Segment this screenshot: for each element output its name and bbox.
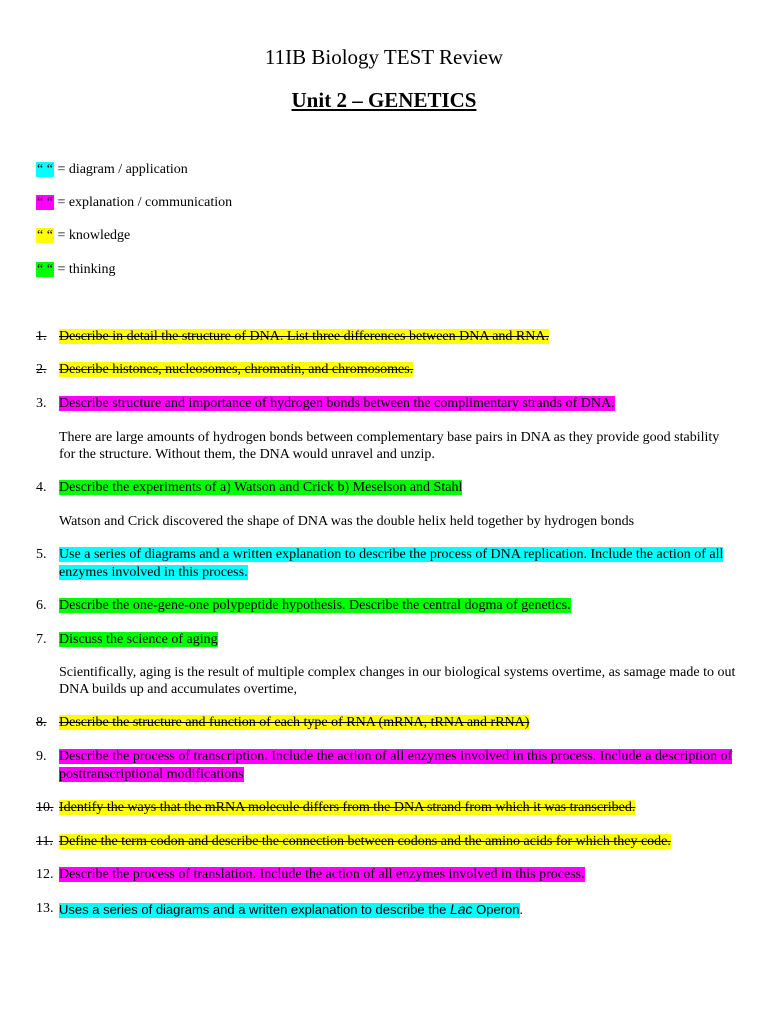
question-text: Describe in detail the structure of DNA. List three differences between DNA and RNA.: [59, 329, 549, 344]
question-text-italic: Lac: [449, 901, 473, 917]
question-text: Describe the structure and function of each type of RNA (mRNA, tRNA and rRNA): [59, 715, 530, 730]
question-number: 6.: [36, 598, 47, 613]
legend-swatch-explanation: “ “: [37, 195, 53, 210]
subtitle-text: Unit 2 – GENETICS: [291, 88, 477, 112]
question-number: 3.: [36, 396, 47, 411]
question-text-before: Uses a series of diagrams and a written explanation to describe the: [59, 902, 450, 917]
question-number: 4.: [36, 480, 47, 495]
question-3: [36, 395, 736, 413]
question-number: 8.: [36, 715, 47, 730]
question-number: 1.: [36, 329, 47, 344]
legend-desc: = diagram / application: [53, 162, 188, 177]
legend-swatch-thinking: “ “: [37, 262, 53, 277]
question-text: Describe the experiments of a) Watson and Crick b) Meselson and Stahl: [59, 480, 463, 495]
question-text: Define the term codon and describe the connection between codons and the amino acids for which they code.: [59, 834, 671, 849]
question-text: Describe histones, nucleosomes, chromatin, and chromosomes.: [59, 362, 414, 377]
question-text-after: Operon: [472, 902, 520, 917]
question-11: [36, 833, 736, 851]
answer-7: Scientifically, aging is the result of multiple complex changes in our biological systems overtime, as samage made to out DNA builds up and accumulates overtime,: [59, 665, 736, 697]
question-number: 7.: [36, 632, 47, 647]
question-text: Describe the process of transcription. Include the action of all enzymes involved in this process. Include a description of posttranscriptional modifications: [59, 749, 733, 782]
question-text: Identify the ways that the mRNA molecule differs from the DNA strand from which it was transcribed.: [59, 800, 636, 815]
legend-desc: = thinking: [53, 262, 116, 277]
answer-4: Watson and Crick discovered the shape of DNA was the double helix held together by hydrogen bonds: [59, 514, 635, 529]
question-12: [36, 866, 736, 884]
answer-3: There are large amounts of hydrogen bonds between complementary base pairs in DNA as they provide good stability for the structure. Without them, the DNA would unravel and unzip.: [59, 430, 720, 462]
question-number: 2.: [36, 362, 47, 377]
question-1: [36, 328, 736, 346]
legend-swatch-knowledge: “ “: [37, 228, 53, 243]
question-number: 12.: [36, 867, 54, 882]
legend-desc: = knowledge: [53, 228, 131, 243]
question-text: Describe the one-gene-one polypeptide hypothesis. Describe the central dogma of genetics.: [59, 598, 571, 613]
question-number: 5.: [36, 547, 47, 562]
question-4: [36, 479, 736, 497]
question-number: 11.: [36, 834, 53, 849]
question-7: [36, 631, 736, 649]
question-number: 9.: [36, 749, 47, 764]
question-13: 13. Uses a series of diagrams and a written explanation to describe the Lac Operon.: [36, 901, 523, 918]
question-number: 10.: [36, 800, 54, 815]
legend-diagram: [36, 161, 188, 179]
page-title: 11IB Biology TEST Review: [264, 45, 504, 69]
question-text: Describe the process of translation. Include the action of all enzymes involved in this process.: [59, 867, 585, 882]
legend-thinking: [36, 261, 116, 279]
legend-swatch-diagram: “ “: [37, 162, 53, 177]
question-text: Use a series of diagrams and a written explanation to describe the process of DNA replication. Include the action of all enzymes involved in this process.: [59, 547, 724, 580]
question-6: [36, 597, 736, 615]
question-2: [36, 361, 736, 379]
question-8: [36, 714, 736, 732]
question-text: [59, 903, 520, 918]
legend-desc: = explanation / communication: [53, 195, 233, 210]
question-text: Discuss the science of aging: [59, 632, 218, 647]
question-number: 13.: [36, 901, 54, 916]
legend-explanation: [36, 194, 232, 212]
question-text: Describe structure and importance of hydrogen bonds between the complimentary strands of DNA.: [59, 396, 615, 411]
legend-knowledge: [36, 227, 130, 245]
question-5: [36, 546, 736, 582]
question-9: [36, 748, 736, 784]
page-subtitle: [0, 88, 768, 112]
question-10: [36, 799, 736, 817]
